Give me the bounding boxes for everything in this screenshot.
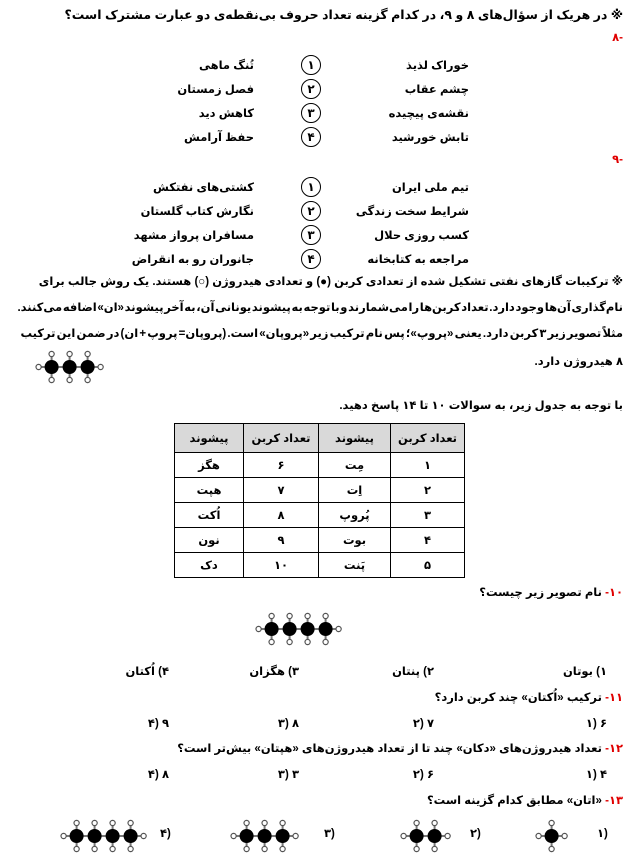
hydrogen-atom xyxy=(305,613,310,618)
option-number-circle[interactable]: ۴ xyxy=(301,127,321,147)
table-cell: نون xyxy=(175,528,244,553)
hydrogen-atom xyxy=(262,820,267,825)
hydrogen-atom xyxy=(287,613,292,618)
hydrogen-atom xyxy=(92,846,97,851)
hydrogen-atom xyxy=(67,351,72,356)
q10-text: نام تصویر زیر چیست؟ xyxy=(479,587,602,599)
carbon-atom xyxy=(545,829,559,843)
hydrogen-atom xyxy=(280,820,285,825)
hydrogen-atom xyxy=(67,377,72,382)
hydrogen-atom xyxy=(432,820,437,825)
hydrogen-atom xyxy=(336,626,341,631)
header-prefix: پیشوند xyxy=(319,424,391,453)
q11-dash: - xyxy=(605,692,609,704)
q10-molecule-figure xyxy=(250,607,360,651)
q9-phrase-b: مسافران پرواز مشهد xyxy=(133,230,254,242)
hydrogen-atom xyxy=(432,846,437,851)
carbon-atom xyxy=(258,829,272,843)
q8-phrase-b: فصل زمستان xyxy=(177,84,254,96)
q13-option-1[interactable]: (۱ xyxy=(597,828,608,840)
table-cell: ۱ xyxy=(391,453,465,478)
q8-phrase-b: تُنگ ماهی xyxy=(198,60,254,72)
table-cell: ۷ xyxy=(244,478,319,503)
q9-phrase-a: تیم ملی ایران xyxy=(391,182,469,194)
table-row xyxy=(175,528,465,553)
intro-line-1: ※ ترکیبات گازهای نفتی تشکیل شده از تعدادی کربن (●) و تعدادی هیدروژن (○) هستند. یک روش جالب برای xyxy=(38,276,623,288)
header-carbon-count: تعداد کربن xyxy=(391,424,465,453)
q9-phrase-b: کشتی‌های نفتکش xyxy=(153,182,254,194)
q9-phrase-a: شرایط سخت زندگی xyxy=(355,206,469,218)
option-number-circle[interactable]: ۱ xyxy=(301,55,321,75)
carbon-atom xyxy=(301,622,315,636)
hydrogen-atom xyxy=(305,639,310,644)
table-cell: اُکت xyxy=(175,503,244,528)
hydrogen-atom xyxy=(536,833,541,838)
carbon-atom xyxy=(124,829,138,843)
q13-option-3[interactable]: (۳ xyxy=(324,828,335,840)
table-row xyxy=(175,553,465,578)
table-cell: مِت xyxy=(319,453,391,478)
header-prefix: پیشوند xyxy=(175,424,244,453)
q13-option-3-molecule[interactable] xyxy=(225,814,345,860)
carbon-atom xyxy=(240,829,254,843)
table-row xyxy=(175,503,465,528)
carbon-atom xyxy=(265,622,279,636)
table-cell: هپت xyxy=(175,478,244,503)
table-header-row xyxy=(175,424,465,453)
hydrogen-atom xyxy=(231,833,236,838)
q12-option-4[interactable]: ۸ (۴ xyxy=(147,769,169,781)
hydrogen-atom xyxy=(401,833,406,838)
q11-text: ترکیب «اُکتان» چند کربن دارد؟ xyxy=(434,692,602,704)
hydrogen-atom xyxy=(36,364,41,369)
carbon-atom xyxy=(276,829,290,843)
q12-option-2[interactable]: ۶ (۲ xyxy=(412,769,434,781)
option-number-circle[interactable]: ۲ xyxy=(301,201,321,221)
hydrogen-atom xyxy=(323,639,328,644)
q9-phrase-a: کسب روزی حلال xyxy=(374,230,469,242)
q12-dash: - xyxy=(605,743,609,755)
intro-line-4: ۸ هیدروژن دارد. xyxy=(534,356,623,368)
option-number-circle[interactable]: ۴ xyxy=(301,249,321,269)
hydrogen-atom xyxy=(549,846,554,851)
q11-option-2[interactable]: ۷ (۲ xyxy=(412,718,434,730)
q10-question xyxy=(479,585,623,599)
carbon-atom xyxy=(283,622,297,636)
table-intro-text: با توجه به جدول زیر، به سوالات ۱۰ تا ۱۴ پاسخ دهید. xyxy=(339,400,623,412)
q13-option-4-molecule[interactable] xyxy=(55,814,175,860)
option-number-circle[interactable]: ۳ xyxy=(301,103,321,123)
hydrogen-atom xyxy=(269,613,274,618)
q8-phrase-b: حفظ آرامش xyxy=(184,132,254,144)
table-cell: ۸ xyxy=(244,503,319,528)
q8-phrase-b: کاهش دید xyxy=(198,108,254,120)
hydrogen-atom xyxy=(110,820,115,825)
q12-text: تعداد هیدروژن‌های «دکان» چند تا از تعداد هیدروژن‌های «هپتان» بیش‌تر است؟ xyxy=(177,743,602,755)
q10-dash: - xyxy=(605,587,609,599)
table-cell: ۳ xyxy=(391,503,465,528)
hydrogen-atom xyxy=(92,820,97,825)
q12-option-3[interactable]: ۳ (۳ xyxy=(277,769,299,781)
table-cell: ۴ xyxy=(391,528,465,553)
table-cell: ۲ xyxy=(391,478,465,503)
table-row xyxy=(175,453,465,478)
hydrogen-atom xyxy=(74,820,79,825)
carbon-atom xyxy=(410,829,424,843)
q8-phrase-a: چشم عقاب xyxy=(404,84,469,96)
q10-option-4[interactable]: ۴) اُکتان xyxy=(125,666,169,678)
table-cell: ۱۰ xyxy=(244,553,319,578)
q13-option-1-molecule[interactable] xyxy=(530,814,639,860)
q9-phrase-a: مراجعه به کتابخانه xyxy=(367,254,469,266)
hydrogen-atom xyxy=(445,833,450,838)
carbon-atom xyxy=(106,829,120,843)
table-cell: پَنت xyxy=(319,553,391,578)
q13-dash: - xyxy=(605,795,609,807)
carbon-atom xyxy=(81,360,95,374)
hydrogen-atom xyxy=(74,846,79,851)
hydrogen-atom xyxy=(244,820,249,825)
q13-option-2-molecule[interactable] xyxy=(395,814,515,860)
q13-option-2[interactable]: (۲ xyxy=(470,828,481,840)
hydrogen-atom xyxy=(323,613,328,618)
prefix-table xyxy=(174,423,465,578)
option-number-circle[interactable]: ۱ xyxy=(301,177,321,197)
carbon-atom xyxy=(319,622,333,636)
carbon-atom xyxy=(88,829,102,843)
hydrogen-atom xyxy=(61,833,66,838)
hydrogen-atom xyxy=(549,820,554,825)
hydrogen-atom xyxy=(287,639,292,644)
table-cell: هگز xyxy=(175,453,244,478)
hydrogen-atom xyxy=(85,377,90,382)
hydrogen-atom xyxy=(98,364,103,369)
q13-question xyxy=(427,793,623,807)
hydrogen-atom xyxy=(141,833,146,838)
q11-option-1[interactable]: ۶ (۱ xyxy=(585,718,607,730)
hydrogen-atom xyxy=(414,846,419,851)
hydrogen-atom xyxy=(262,846,267,851)
table-cell: ۶ xyxy=(244,453,319,478)
option-number-circle[interactable]: ۲ xyxy=(301,79,321,99)
q10-number: ۱۰ xyxy=(608,587,623,599)
hydrogen-atom xyxy=(280,846,285,851)
q8-number: -۸ xyxy=(612,32,623,44)
q11-option-3[interactable]: ۸ (۳ xyxy=(277,718,299,730)
table-cell: دک xyxy=(175,553,244,578)
q13-text: «اتان» مطابق کدام گزینه است؟ xyxy=(426,795,602,807)
q12-number: ۱۲ xyxy=(608,743,623,755)
instruction-header: ※ در هریک از سؤال‌های ۸ و ۹، در کدام گزینه تعداد حروف بی‌نقطه‌ی دو عبارت مشترک است؟ xyxy=(64,8,623,22)
table-cell: بوت xyxy=(319,528,391,553)
q11-option-4[interactable]: ۹ (۴ xyxy=(147,718,169,730)
hydrogen-atom xyxy=(293,833,298,838)
hydrogen-atom xyxy=(128,820,133,825)
carbon-atom xyxy=(70,829,84,843)
q11-number: ۱۱ xyxy=(608,692,623,704)
intro-line-3: مثلاً تصویر زیر ۳ کربن دارد. یعنی «پروپ»؛ پس نام ترکیب زیر «پروپان» است. (پروپان= پروپ + ان) در ضمن این ترکیب xyxy=(20,328,623,340)
table-cell: پُروپ xyxy=(319,503,391,528)
q10-option-3[interactable]: ۳) هگزان xyxy=(249,666,299,678)
hydrogen-atom xyxy=(128,846,133,851)
q9-number: -۹ xyxy=(612,154,623,166)
hydrogen-atom xyxy=(85,351,90,356)
table-cell: ۹ xyxy=(244,528,319,553)
q8-phrase-a: تابش خورشید xyxy=(391,132,469,144)
carbon-atom xyxy=(45,360,59,374)
propane-molecule-figure xyxy=(30,345,110,389)
table-cell: اِت xyxy=(319,478,391,503)
hydrogen-atom xyxy=(110,846,115,851)
q9-phrase-b: نگارش کتاب گلستان xyxy=(140,206,254,218)
hydrogen-atom xyxy=(256,626,261,631)
table-row xyxy=(175,478,465,503)
hydrogen-atom xyxy=(562,833,567,838)
hydrogen-atom xyxy=(49,351,54,356)
q11-question xyxy=(435,690,623,704)
option-number-circle[interactable]: ۳ xyxy=(301,225,321,245)
hydrogen-atom xyxy=(49,377,54,382)
q8-phrase-a: نقشه‌ی پیچیده xyxy=(388,108,469,120)
table-cell: ۵ xyxy=(391,553,465,578)
carbon-atom xyxy=(428,829,442,843)
q13-option-4[interactable]: (۴ xyxy=(160,828,171,840)
hydrogen-atom xyxy=(244,846,249,851)
q9-phrase-b: جانوران رو به انقراض xyxy=(131,254,254,266)
intro-line-2: نام‌گذاری آن‌ها وجود دارد. تعداد کربن‌ها را می‌شمارند و با توجه به پیشوند یونانی آن، به آخر پیشوند «ان» اضافه می‌کنند. xyxy=(17,302,623,314)
header-carbon-count: تعداد کربن xyxy=(244,424,319,453)
q10-option-2[interactable]: ۲) پنتان xyxy=(392,666,434,678)
carbon-atom xyxy=(63,360,77,374)
q12-question xyxy=(177,741,623,755)
q10-option-1[interactable]: ۱) بوتان xyxy=(562,666,607,678)
q13-number: ۱۳ xyxy=(608,795,623,807)
hydrogen-atom xyxy=(269,639,274,644)
q12-option-1[interactable]: ۴ (۱ xyxy=(585,769,607,781)
q8-phrase-a: خوراک لذیذ xyxy=(406,60,469,72)
hydrogen-atom xyxy=(414,820,419,825)
